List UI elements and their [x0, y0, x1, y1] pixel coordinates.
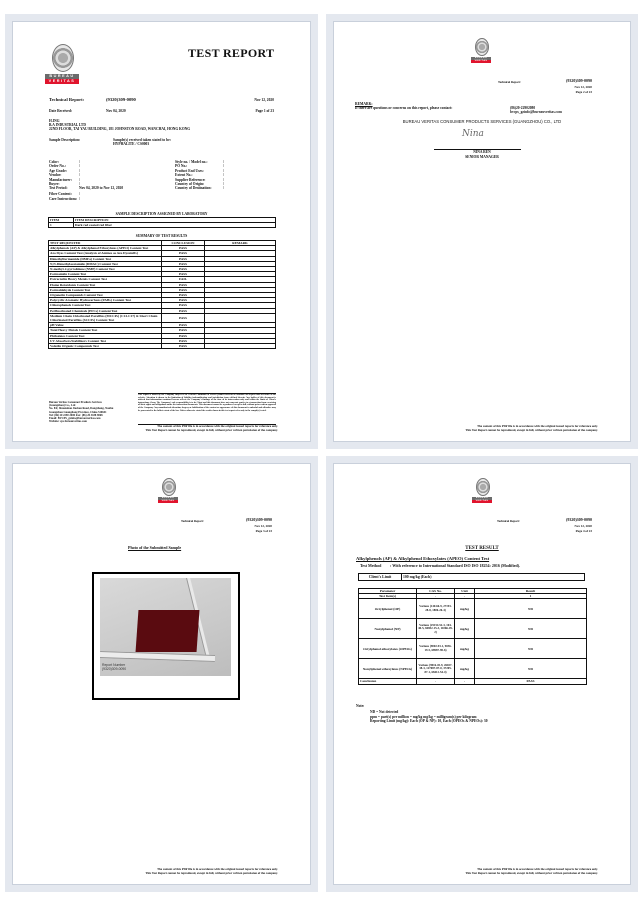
logo-seal-icon [52, 44, 74, 72]
page-number: Page 3 of 23 [255, 529, 272, 533]
logo-bureau-text: BUREAU [45, 74, 79, 79]
footer-line: This Test Report cannot be reproduced, except in full, without prior written permission of the company. [465, 427, 598, 432]
footer-notice [465, 868, 598, 875]
footer-line: This Test Report cannot be reproduced, except in full, without prior written permission of the company. [145, 427, 278, 432]
test-requested-cell: Organotin Compounds Content Test [49, 293, 162, 298]
table-header: Result [475, 589, 587, 594]
footer-line: This Test Report cannot be reproduced, except in full, without prior written permission of the company. [465, 870, 598, 875]
signer-title: SENIOR MANAGER [465, 155, 499, 159]
table-header: REMARK [205, 241, 276, 246]
table-cell: Dark red coated red fiber [74, 223, 276, 228]
report-page-3 [12, 463, 311, 885]
table-header: CONCLUSION [162, 241, 205, 246]
address-line: No. 8/F, Shuanshan Jieshan Road, Dongzhang, Nanhu [49, 407, 114, 411]
conclusion-cell: PASS [162, 261, 205, 266]
table-header: Parameter [359, 589, 417, 594]
unit-cell: mg/kg [455, 639, 475, 659]
conclusion-cell: PASS [162, 328, 205, 333]
test-requested-cell: Alkylphenols (AP) & Alkylphenol Ethoxylates (APEO) Content Test [49, 246, 162, 251]
report-date: Nov 12, 2020 [254, 524, 272, 528]
unit-cell: mg/kg [455, 599, 475, 619]
sample-photo-frame [92, 572, 240, 700]
field-label: Style no. / Model no.: [175, 160, 208, 164]
technical-report-number: (9320)309-0090 [106, 97, 136, 102]
sample-description-line-1: Sample(s) received taken stated to be: [113, 138, 171, 142]
technical-report-number: (9320)309-0090 [246, 517, 272, 522]
caption-line: Report Number [102, 663, 126, 667]
bureau-veritas-logo [471, 38, 491, 63]
footer-line: The content of this PDF file is in accordance with the original issued reports for reference only. [477, 424, 598, 428]
sample-description-line-2: HYPHALITE / CS0003 [113, 142, 150, 146]
test-requested-cell: Flame Retardants Content Test [49, 282, 162, 287]
conclusion-cell: PASS [162, 287, 205, 292]
date-received-label: Date Received: [49, 109, 73, 113]
field-label: PO No.: [175, 164, 188, 169]
page-number: Page 1 of 23 [255, 109, 274, 113]
conclusion-cell: PASS [162, 293, 205, 298]
field-value: / [223, 164, 224, 169]
unit-cell: - [455, 679, 475, 684]
field-label: Order No.: [49, 164, 66, 169]
table-header: Unit [455, 589, 475, 594]
logo-bureau-text: BUREAU [158, 497, 178, 500]
report-date: Nov 12, 2020 [574, 524, 592, 528]
field-label: Product End Uses: [175, 168, 204, 173]
sample-photo [100, 578, 231, 676]
conclusion-cell: PASS [162, 251, 205, 256]
field-value: Nov 04, 2020 to Nov 12, 2020 [79, 186, 124, 191]
field-label: Buyer: [49, 182, 60, 187]
conclusion-cell: PASS [162, 333, 205, 338]
test-requested-cell: Chlorophenols Content Test [49, 303, 162, 308]
technical-report-label: Technical Report: [497, 519, 520, 523]
logo-bureau-text: BUREAU [472, 497, 492, 500]
remark-text: If there are questions or concerns on this report, please contact: [355, 106, 453, 110]
field-value: / [79, 177, 80, 182]
test-requested-cell: pH Value [49, 323, 162, 328]
conclusion-cell: PASS [162, 246, 205, 251]
param-cell: Conclusion [359, 679, 417, 684]
conclusion-cell: FAIL [162, 277, 205, 282]
address-line: Tel: (86) 20 2290 2000 Fax: (86) 20 3188 9068 [49, 413, 103, 417]
conclusion-cell: PASS [162, 272, 205, 277]
conclusion-cell: PASS [162, 308, 205, 313]
logo-seal-icon [162, 478, 176, 496]
client-name: H.ING [49, 119, 60, 123]
table-row [359, 619, 587, 639]
field-value: / [79, 197, 80, 202]
logo-seal-icon [476, 478, 490, 496]
footer-notice [465, 425, 598, 432]
field-label: Care Instructions: [49, 197, 78, 202]
param-cell: Test Item(s) [359, 594, 417, 599]
cas-cell: Various (140-66-9, 27193-28-8, 1806-26-4) [417, 599, 455, 619]
red-sample-swatch [136, 610, 200, 652]
result-cell: PASS [475, 679, 587, 684]
summary-results-table [48, 240, 276, 349]
result-cell: ND [475, 619, 587, 639]
table-header: ITEM [49, 218, 74, 223]
table-row [359, 659, 587, 679]
conclusion-cell: PASS [162, 282, 205, 287]
conclusion-cell: PASS [162, 256, 205, 261]
note-title: Note: [356, 704, 365, 708]
caption-line: (9320)309-0090 [102, 667, 127, 671]
fields-left [49, 160, 123, 202]
table-row [359, 679, 587, 684]
fields-right [175, 160, 224, 191]
test-result-title: TEST RESULT [465, 546, 499, 551]
page-number: Page 4 of 23 [575, 529, 592, 533]
test-method-value: : With reference to International Standard ISO ISO 18254: 2016 (Modified). [390, 563, 521, 568]
table-row [359, 639, 587, 659]
test-requested-cell: Volatile Organic Compounds Test [49, 344, 162, 349]
test-requested-cell: Total Heavy Metals Content Test [49, 328, 162, 333]
field-value: / [223, 160, 224, 164]
cas-cell: - [417, 679, 455, 684]
table-header: TEST REQUESTED [49, 241, 162, 246]
table-header: ITEM DESCRIPTION [74, 218, 276, 223]
remark-title: REMARK: [355, 102, 373, 106]
note-line: ppm = part(s) per million = mg/kg mg/kg = milligram(s) per kilogram [370, 714, 477, 719]
footer-line: The content of this PDF file is in accordance with the original issued reports for reference only. [477, 867, 598, 871]
technical-report-number: (9320)309-0090 [566, 517, 592, 522]
ruler-horizontal [100, 651, 215, 662]
report-date: Nov 12, 2020 [574, 85, 592, 89]
conclusion-cell: PASS [162, 344, 205, 349]
footer-line: This Test Report cannot be reproduced, except in full, without prior written permission of the company. [145, 870, 278, 875]
unit-cell: - [455, 594, 475, 599]
sample-description-table [48, 217, 276, 228]
date-received-value: Nov 04, 2020 [106, 109, 126, 113]
report-page-1 [12, 21, 311, 442]
field-value: / [223, 182, 224, 187]
param-cell: Octylphenol ethoxylates (OPEOs) [359, 639, 417, 659]
company-name: BUREAU VERITAS CONSUMER PRODUCTS SERVICES (GUANGZHOU) CO., LTD [402, 119, 562, 124]
field-label: Extent No.: [175, 173, 193, 178]
field-value: / [79, 191, 80, 196]
logo-seal-icon [475, 38, 489, 56]
client-limit-table [358, 573, 585, 581]
footer-notice [145, 868, 278, 875]
technical-report-number: (9320)309-0090 [566, 78, 592, 83]
field-value: / [79, 168, 80, 173]
field-label: Country of Destination: [175, 186, 212, 191]
report-page-4 [333, 463, 631, 885]
section-title: Alkylphenols (AP) & Alkylphenol Ethoxylates (APEO) Content Test [356, 556, 490, 561]
field-label: Age Grade: [49, 168, 67, 173]
field-label: Color: [49, 160, 59, 164]
field-label: Test Period: [49, 186, 68, 191]
bureau-veritas-logo [45, 44, 79, 84]
sample-table-title: SAMPLE DESCRIPTION ASSIGNED BY LABORATORY [115, 212, 208, 216]
test-requested-cell: Phthalates Content Test [49, 333, 162, 338]
client-limit-value: 100 mg/kg (Each) [402, 574, 585, 581]
table-row [49, 223, 276, 228]
test-requested-cell: Polycyclic Aromatic Hydrocarbons (PAHs) Content Test [49, 298, 162, 303]
field-label: Manufacturer: [49, 177, 72, 182]
remark-cell [205, 313, 276, 322]
address-line: Guangzhou Guangdong Province, China 510641 [49, 410, 107, 414]
report-title: TEST REPORT [188, 46, 275, 60]
address-line: Website: cps.bureauveritas.com [49, 420, 87, 424]
conclusion-cell: PASS [162, 338, 205, 343]
cas-cell: Various (9002-93-1, 9036-19-5, 68987-90-6) [417, 639, 455, 659]
contact-email[interactable]: bvcps_gzinfo@bureauveritas.com [510, 110, 562, 114]
report-page-2 [333, 21, 631, 442]
photo-title: Photo of the Submitted Sample [128, 545, 182, 550]
logo-veritas-text: VERITAS [471, 60, 491, 63]
test-requested-cell: N,N-Dimethylacetamide (DMAC) Content Test [49, 261, 162, 266]
client-company: B.A INDUSTRIAL LTD [49, 123, 86, 127]
photo-caption [102, 663, 126, 671]
result-table [358, 588, 587, 685]
test-requested-cell: Formamide Content Test [49, 272, 162, 277]
sample-description-label: Sample Description: [49, 138, 81, 142]
conclusion-cell: PASS [162, 303, 205, 308]
test-requested-cell: UV Absorbers/Stabilizers Content Test [49, 338, 162, 343]
unit-cell: mg/kg [455, 659, 475, 679]
field-value: / [79, 182, 80, 187]
result-cell: ND [475, 599, 587, 619]
note-line: ND = Not detected [370, 710, 399, 715]
table-row [359, 574, 585, 581]
field-label: Supplier Reference: [175, 177, 206, 182]
logo-veritas-text: VERITAS [472, 500, 492, 503]
result-cell: ND [475, 639, 587, 659]
disclaimer-block: This report is issued by the Company subject to its General Conditions of Service printed overleaf or available on request and accessible at the website. Attention is drawn to the limitation of liability, indemnification and jurisdiction issues defined therein. Any holder of this document is advised that information contained hereon reflects the Company's findings at the time of its intervention only and within the limits of Client's instructions, if any. The Company's sole responsibility is to its Client and this document does not exonerate parties to a transaction from exercising all their rights and obligations under the transaction documents. This document cannot be reproduced except in full, without prior written approval of the Company. Any unauthorized alteration, forgery or falsification of the content or appearance of this document is unlawful and offenders may be prosecuted to the fullest extent of the law. Unless otherwise stated the results shown in this test report refer only to the sample(s) tested. [138, 393, 276, 425]
test-requested-cell: Azo Dyes Content Test (Analysis of Amines as Azo Dyestuffs) [49, 251, 162, 256]
test-requested-cell: Perfluorinated Chemicals (PFCs) Content Test [49, 308, 162, 313]
footer-notice [145, 425, 278, 432]
technical-report-label: Technical Report: [49, 97, 85, 102]
conclusion-cell: PASS [162, 323, 205, 328]
logo-veritas-text: VERITAS [45, 79, 79, 84]
param-cell: Nonylphenol ethoxylates (NPEOs) [359, 659, 417, 679]
test-requested-cell: Dimethylformamide (DMFa) Content Test [49, 256, 162, 261]
test-requested-cell: Extractable Heavy Metals Content Test [49, 277, 162, 282]
page-number: Page 2 of 23 [575, 90, 592, 94]
footer-line: The content of this PDF file is in accordance with the original issued reports for reference only. [157, 867, 278, 871]
note-line: Reporting Limit (mg/kg): Each (OP & NP): 10, Each (OPEOs & NPEOs): 30 [370, 719, 488, 724]
test-requested-cell: Medium Chain Chlorinated Paraffins (MCCPs) (C14-C17) & Short Chain Chlorinated Paraffins (SCCPs) Content Test [49, 313, 162, 322]
field-value: / [79, 160, 80, 164]
field-value: / [223, 168, 224, 173]
contact-phone: (86)20-22902080 [510, 106, 536, 110]
table-cell: 1 [49, 223, 74, 228]
client-limit-label: Client's Limit [359, 574, 402, 581]
client-address: 22ND FLOOR, TAI YAU BUILDING, 181 JOHNSTON ROAD, WANCHAI, HONG KONG [49, 127, 191, 131]
table-row [359, 599, 587, 619]
technical-report-label: Technical Report: [181, 519, 204, 523]
field-value: / [79, 173, 80, 178]
cas-cell: - [417, 594, 455, 599]
conclusion-cell: PASS [162, 313, 205, 322]
cas-cell: Various (25154-52-3, 104-40-5, 84852-15-3, 11066-49-2) [417, 619, 455, 639]
report-date: Nov 12, 2020 [254, 98, 274, 102]
address-line: Email: BVCPS_gzinfo@bureauveritas.com [49, 417, 101, 421]
field-value: / [223, 186, 224, 191]
cas-cell: Various (9016-45-9, 26027-38-3, 127087-87-0, 37205-87-1, 68412-54-4) [417, 659, 455, 679]
table-row [49, 344, 276, 349]
table-row [49, 313, 276, 322]
result-cell: ND [475, 659, 587, 679]
field-label: Fiber Content: [49, 191, 72, 196]
field-value: / [223, 177, 224, 182]
conclusion-cell: PASS [162, 298, 205, 303]
conclusion-cell: PASS [162, 267, 205, 272]
unit-cell: mg/kg [455, 619, 475, 639]
footer-line: The content of this PDF file is in accordance with the original issued reports for reference only. [157, 424, 278, 428]
field-label: Country of Origin: [175, 182, 205, 187]
bureau-veritas-logo [472, 478, 492, 503]
summary-title: SUMMARY OF TEST RESULTS [135, 234, 188, 238]
bureau-veritas-logo [158, 478, 178, 503]
remark-cell [205, 344, 276, 349]
test-requested-cell: Formaldehyde Content Test [49, 287, 162, 292]
logo-veritas-text: VERITAS [158, 500, 178, 503]
lab-address [49, 401, 124, 423]
param-cell: Octylphenol (OP) [359, 599, 417, 619]
logo-bureau-text: BUREAU [471, 57, 491, 60]
field-value: / [79, 164, 80, 169]
technical-report-label: Technical Report: [498, 80, 521, 84]
test-requested-cell: N-methyl-2-pyrrolidone (NMP) Content Test [49, 267, 162, 272]
table-header: CAS No. [417, 589, 455, 594]
signature: Nina [462, 129, 484, 139]
notes [356, 704, 488, 724]
signer-name: NINA REN [473, 150, 491, 154]
address-line: Bureau Veritas Consumer Products Services [49, 401, 102, 404]
test-method-label: Test Method [360, 563, 382, 568]
field-value: / [223, 173, 224, 178]
param-cell: Nonylphenol (NP) [359, 619, 417, 639]
field-label: Vendor: [49, 173, 62, 178]
result-cell: 1 [475, 594, 587, 599]
address-line: (Guangzhou) Co., Ltd [49, 404, 76, 408]
